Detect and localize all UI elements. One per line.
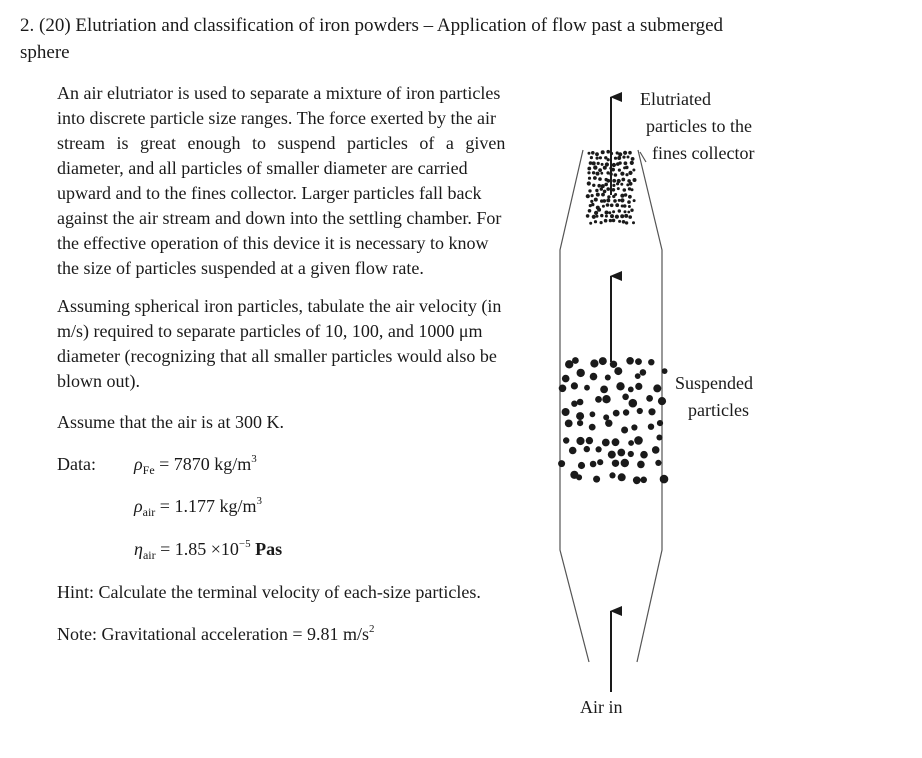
suspended-particle (599, 357, 607, 365)
suspended-particle (640, 451, 648, 459)
fine-particle (630, 161, 634, 165)
fine-particle (606, 203, 610, 207)
fine-particle (622, 156, 625, 159)
fine-particle (618, 161, 621, 164)
fine-particle (610, 152, 613, 155)
fine-particle (607, 158, 610, 161)
fine-particle (587, 181, 591, 185)
fine-particle (612, 179, 616, 183)
suspended-particle (578, 462, 585, 469)
fine-particle (623, 188, 627, 192)
fine-particle (597, 184, 601, 188)
fine-particle (615, 215, 619, 219)
suspended-particle (584, 385, 590, 391)
fine-particle (630, 209, 633, 212)
fine-particle (624, 193, 627, 196)
fine-particle (598, 177, 602, 181)
suspended-particle (634, 436, 643, 445)
fine-particle (617, 156, 621, 160)
fine-particle (600, 214, 603, 217)
fine-particle (588, 152, 591, 155)
suspended-particle (613, 410, 620, 417)
fine-particle (608, 211, 611, 214)
suspended-particle (660, 475, 669, 484)
fine-particle (600, 187, 603, 190)
suspended-particle (609, 472, 615, 478)
fine-particle (609, 219, 612, 222)
fine-particle (605, 211, 609, 215)
fine-particle (620, 172, 624, 176)
fine-particle (591, 151, 595, 155)
suspended-particle (590, 411, 596, 417)
fine-particle (628, 195, 632, 199)
suspended-particle (648, 424, 654, 430)
fine-particle (625, 166, 629, 170)
fine-particle (618, 220, 621, 223)
rho-fe-exponent: 3 (251, 453, 257, 465)
fine-particle (600, 221, 603, 224)
suspended-particle (646, 395, 653, 402)
intro-line: upward and to the fines collector. Larger particles fall back (57, 183, 482, 203)
hint-text: Hint: Calculate the terminal velocity of each-size particles. (57, 582, 481, 602)
suspended-particle (576, 437, 584, 445)
fine-particle (605, 215, 608, 218)
elutriated-label-3: fines collector (652, 143, 755, 163)
suspended-particle (586, 437, 593, 444)
fine-particle (628, 171, 632, 175)
suspended-particle (610, 361, 617, 368)
fine-particle (618, 199, 621, 202)
suspended-particle (602, 395, 610, 403)
fine-particle (631, 188, 634, 191)
fine-particle (599, 156, 602, 159)
suspended-particle (655, 460, 661, 466)
intro-line: An air elutriator is used to separate a mixture of iron particles (57, 83, 501, 103)
eta-air-unit: Pas (255, 539, 283, 559)
fine-particle (614, 193, 617, 196)
suspended-particle (595, 396, 602, 403)
fine-particle (596, 172, 600, 176)
suspended-particle (589, 424, 596, 431)
suspended-particle (635, 358, 642, 365)
rho-fe-value: = 7870 kg/m (159, 454, 252, 474)
task-line: diameter (recognizing that all smaller particles would also be (57, 346, 497, 366)
suspended-particle (612, 438, 620, 446)
suspended-particle (577, 420, 583, 426)
suspended-particle (576, 412, 584, 420)
suspended-particle (569, 447, 577, 455)
rho-fe-subscript: Fe (142, 463, 155, 477)
fine-particle (618, 209, 621, 212)
suspended-particle-cluster (558, 357, 668, 484)
fine-particle (612, 184, 615, 187)
suspended-particle (571, 382, 578, 389)
rho-air-subscript: air (142, 505, 156, 519)
assume-text: Assume that the air is at 300 K. (57, 412, 284, 432)
suspended-particle (612, 460, 619, 467)
fine-particle (606, 171, 609, 174)
fine-particle (596, 193, 600, 197)
fine-particle (606, 187, 610, 191)
fine-particle (612, 188, 616, 192)
fine-particle (595, 152, 599, 156)
fine-particle (625, 221, 628, 224)
fine-particle (592, 161, 596, 165)
suspended-particle (590, 461, 597, 468)
eta-symbol: η (134, 539, 143, 559)
fine-particle (586, 194, 590, 198)
suspended-particle (631, 424, 637, 430)
suspended-particle (662, 368, 668, 374)
fine-particle (620, 214, 624, 218)
fine-particle (618, 169, 621, 172)
fine-particle (591, 203, 594, 206)
fine-particle (604, 219, 608, 223)
suspended-particle (572, 357, 579, 364)
fine-particle (593, 176, 597, 180)
fine-particle (627, 200, 631, 204)
air-in-label: Air in (580, 697, 623, 717)
suspended-particle (648, 408, 655, 415)
task-line: m/s) required to separate particles of 10, 100, and 1000 μm (57, 321, 483, 341)
intro-line: into discrete particle size ranges. The force exerted by the air (57, 108, 496, 128)
fine-particle (597, 208, 601, 212)
fine-particle (606, 150, 610, 154)
fine-particle (596, 157, 599, 160)
note-main: Note: Gravitational acceleration = 9.81 m/s (57, 624, 370, 644)
fine-particle (620, 194, 624, 198)
fine-particle (588, 177, 591, 180)
fine-particle (612, 210, 615, 213)
suspended-particle (602, 439, 610, 447)
suspended-particle (628, 387, 634, 393)
fine-particle (588, 209, 592, 213)
suspended-particle (590, 373, 598, 381)
suspended-particle (656, 435, 662, 441)
suspended-particle (563, 437, 569, 443)
fine-particle (591, 194, 594, 197)
fine-particle (632, 169, 635, 172)
fine-particle (601, 150, 605, 154)
intro-line: the effective operation of this device it is necessary to know (57, 233, 489, 253)
note-exponent: 2 (369, 623, 375, 635)
suspended-particle (571, 401, 577, 407)
suspended-particle (577, 399, 584, 406)
suspended-label-2: particles (688, 400, 749, 420)
suspended-particle (626, 357, 634, 365)
suspended-particle (584, 446, 590, 452)
suspended-particle (618, 473, 626, 481)
task-line: blown out). (57, 371, 140, 391)
suspended-particle (648, 359, 654, 365)
fine-particle (620, 183, 623, 186)
suspended-particle (614, 367, 622, 375)
data-label: Data: (57, 454, 96, 474)
suspended-particle (658, 397, 666, 405)
rho-air-exponent: 3 (256, 495, 262, 507)
fine-particle (623, 151, 627, 155)
fine-particle (618, 152, 622, 156)
intro-line: against the air stream and down into the settling chamber. For (57, 208, 502, 228)
fine-particle (588, 189, 591, 192)
suspended-particle (605, 375, 611, 381)
suspended-particle (621, 427, 628, 434)
intro-line: the size of particles suspended at a given flow rate. (57, 258, 424, 278)
fine-particle (627, 156, 630, 159)
elutriated-label-1: Elutriated (640, 89, 711, 109)
fine-particle (603, 190, 607, 194)
fine-particle (613, 199, 617, 203)
fine-particle (624, 214, 628, 218)
fine-particle (624, 210, 627, 213)
suspended-particle (558, 460, 565, 467)
fine-particle (620, 198, 624, 202)
fine-particle (592, 215, 596, 219)
fine-particle (594, 220, 597, 223)
eta-air-subscript: air (142, 548, 156, 562)
suspended-particle (605, 420, 612, 427)
intro-line: stream is great enough to suspend particles of a given (57, 133, 506, 153)
fine-particle (586, 214, 590, 218)
fine-particle (606, 179, 610, 183)
fine-particle (598, 168, 602, 172)
suspended-label-1: Suspended (675, 373, 753, 393)
fine-particle (610, 214, 614, 218)
suspended-particle (623, 409, 629, 415)
fine-particle (615, 203, 619, 207)
fine-particle (628, 151, 632, 155)
suspended-particle (635, 373, 641, 379)
fine-particle (600, 172, 603, 175)
rho-air-value: = 1.177 kg/m (159, 496, 257, 516)
fine-particle (627, 211, 630, 214)
fine-particle (633, 178, 637, 182)
suspended-particle (640, 477, 647, 484)
fine-particle (628, 205, 631, 208)
suspended-particle (577, 369, 585, 377)
suspended-particle (576, 474, 582, 480)
suspended-particle (596, 446, 602, 452)
fine-particle (621, 178, 625, 182)
fine-particle (616, 182, 619, 185)
fine-particle (594, 211, 598, 215)
suspended-particle (593, 476, 600, 483)
eta-air-exponent: −5 (238, 538, 251, 550)
suspended-particle (617, 449, 625, 457)
fine-particle (593, 165, 597, 169)
suspended-particle (637, 461, 645, 469)
suspended-particle (622, 394, 629, 401)
suspended-particle (633, 476, 641, 484)
fine-particle (596, 215, 599, 218)
rho-symbol: ρ (134, 496, 143, 516)
suspended-particle (652, 446, 660, 454)
suspended-particle (603, 414, 609, 420)
suspended-particle (621, 459, 629, 467)
fine-particle (629, 182, 633, 186)
fine-particle (625, 173, 628, 176)
suspended-particle (608, 451, 616, 459)
fine-particle (597, 162, 600, 165)
right-wall (637, 150, 662, 662)
fine-particle (617, 187, 620, 190)
fine-particle (589, 222, 592, 225)
fine-particle (601, 193, 605, 197)
fine-particle (612, 219, 616, 223)
fine-particle (602, 205, 605, 208)
intro-line: diameter, and all particles of smaller diameter are carried (57, 158, 468, 178)
suspended-particle (628, 451, 634, 457)
eta-air-value: = 1.85 ×10 (160, 539, 239, 559)
fine-particle (603, 166, 607, 170)
fine-particle (614, 173, 618, 177)
fine-particle (612, 163, 616, 167)
fine-particle (606, 198, 610, 202)
fine-particle (595, 189, 598, 192)
fine-particle (631, 157, 635, 161)
suspended-particle (590, 359, 598, 367)
suspended-particle (657, 420, 663, 426)
fine-particle (607, 195, 610, 198)
fine-particle (603, 199, 607, 203)
fine-particle (587, 167, 591, 171)
rho-symbol: ρ (134, 454, 143, 474)
fine-particle (590, 156, 593, 159)
suspended-particle (637, 408, 643, 414)
suspended-particle (562, 375, 570, 383)
fine-particle (624, 161, 628, 165)
problem-title-line-2: sphere (20, 42, 70, 63)
fine-particle (609, 173, 612, 176)
suspended-particle (640, 369, 647, 376)
problem-title-line-1: 2. (20) Elutriation and classification of iron powders – Application of flow past a submerged (20, 15, 724, 36)
fine-particle (614, 157, 617, 160)
suspended-particle (635, 383, 642, 390)
fine-particle (592, 171, 595, 174)
fine-particle (590, 200, 593, 203)
suspended-particle (597, 459, 603, 465)
fine-particle (622, 220, 626, 224)
fine-particle (601, 163, 604, 166)
suspended-particle (629, 399, 638, 408)
task-line: Assuming spherical iron particles, tabulate the air velocity (in (57, 296, 502, 316)
fine-particle (628, 215, 632, 219)
suspended-particle (653, 384, 661, 392)
fine-particle (611, 168, 615, 172)
elutriated-label-2: particles to the (646, 116, 752, 136)
fine-particle (587, 171, 590, 174)
suspended-particle (600, 386, 608, 394)
fine-particle (610, 204, 614, 208)
fine-particle (594, 198, 598, 202)
fine-particle (604, 183, 608, 187)
suspended-particle (565, 420, 573, 428)
suspended-particle (559, 385, 567, 393)
suspended-particle (616, 382, 624, 390)
fine-particle (592, 184, 595, 187)
fine-particle (623, 204, 627, 208)
fine-particle (632, 221, 635, 224)
suspended-particle (628, 440, 634, 446)
fine-particle (633, 199, 636, 202)
suspended-particle (562, 408, 570, 416)
